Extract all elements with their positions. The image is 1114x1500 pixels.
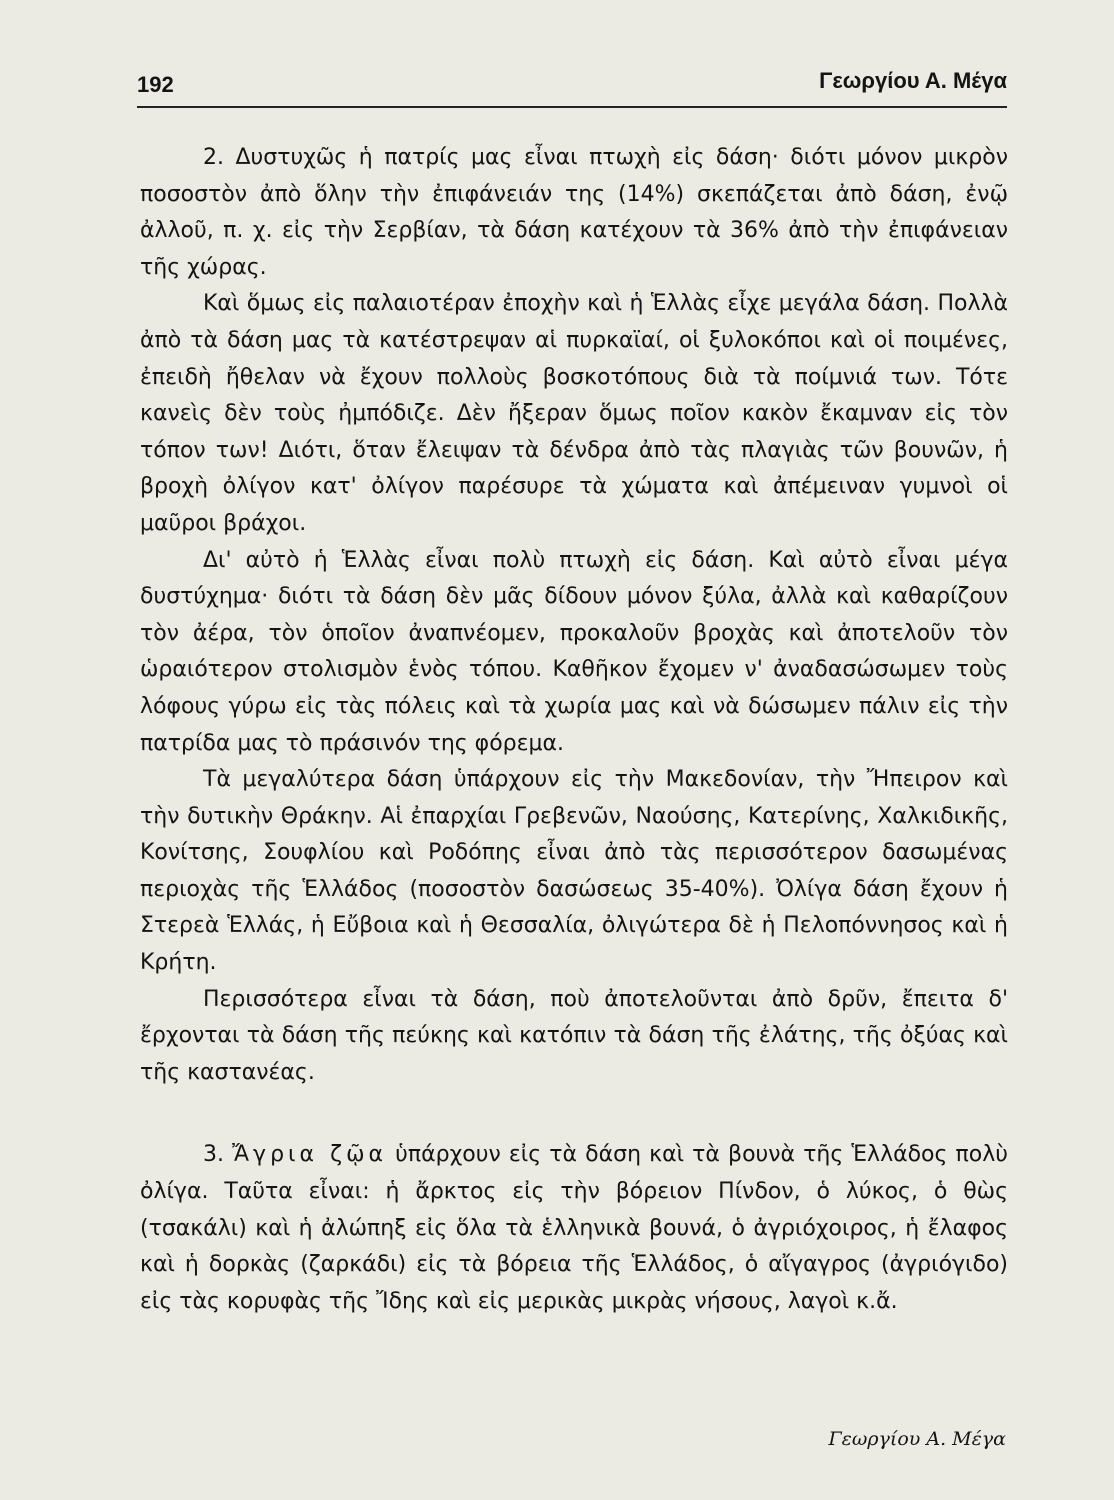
section-gap [140,1091,1008,1137]
running-head: Γεωργίου Α. Μέγα [819,68,1007,93]
paragraph-reforestation: Δι' αὐτὸ ἡ Ἑλλὰς εἶναι πολὺ πτωχὴ εἰς δάση. Καὶ αὐτὸ εἶναι μέγα δυστύχημα· διότι τὰ δάση δὲν μᾶς δίδουν μόνον ξύλα, ἀλλὰ καὶ καθαρίζουν τὸν ἀέρα, τὸν ὁποῖον ἀναπνέομεν, προκαλοῦν βροχὰς καὶ ἀποτελοῦν τὸν ὡραιότερον στολισμὸν ἑνὸς τόπου. Καθῆκον ἔχομεν ν' ἀναδασώσωμεν τοὺς λόφους γύρω εἰς τὰς πόλεις καὶ τὰ χωρία μας καὶ νὰ δώσωμεν πάλιν εἰς τὴν πατρίδα μας τὸ πράσινόν της φόρεμα. [140,547,1008,756]
section-text: ὑπάρχουν εἰς τὰ δάση καὶ τὰ βουνὰ τῆς Ἑλλάδος πολὺ ὀλίγα. Ταῦτα εἶναι: ἡ ἄρκτος εἰς τὴν βόρειον Πίνδον, ὁ λύκος, ὁ θὼς (τσακάλι) καὶ ἡ ἀλώπηξ εἰς ὅλα τὰ ἑλληνικὰ βουνά, ὁ ἀγριόχοιρος, ἡ ἔλαφος καὶ ἡ δορκὰς (ζαρκάδι) εἰς τὰ βόρεια τῆς Ἑλλάδος, ὁ αἴγαγρος (ἀγριόγιδο) εἰς τὰς κορυφὰς τῆς Ἴδης καὶ εἰς μερικὰς μικρὰς νήσους, λαγοὶ κ.ἄ. [140,1142,1009,1314]
paragraph-forest-regions: Τὰ μεγαλύτερα δάση ὑπάρχουν εἰς τὴν Μακεδονίαν, τὴν Ἤπειρον καὶ τὴν δυτικὴν Θράκην. Αἱ ἐπαρχίαι Γρεβενῶν, Ναούσης, Κατερίνης, Χαλκιδικῆς, Κονίτσης, Σουφλίου καὶ Ροδόπης εἶναι ἀπὸ τὰς περισσότερον δασωμένας περιοχὰς τῆς Ἑλλάδος (ποσοστὸν δασώσεως 35-40%). Ὀλίγα δάση ἔχουν ἡ Στερεὰ Ἑλλάς, ἡ Εὔβοια καὶ ἡ Θεσσαλία, ὀλιγώτερα δὲ ἡ Πελοπόννησος καὶ ἡ Κρήτη. [140,767,1008,976]
paragraph-forest-destruction: Καὶ ὅμως εἰς παλαιοτέραν ἐποχὴν καὶ ἡ Ἑλλὰς εἶχε μεγάλα δάση. Πολλὰ ἀπὸ τὰ δάση μας τὰ κατέστρεψαν αἱ πυρκαϊαί, οἱ ξυλοκόποι καὶ οἱ ποιμένες, ἐπειδὴ ἤθελαν νὰ ἔχουν πολλοὺς βοσκοτόπους διὰ τὰ ποίμνιά των. Τότε κανεὶς δὲν τοὺς ἠμπόδιζε. Δὲν ἤξεραν ὅμως ποῖον κακὸν ἔκαμναν εἰς τὸν τόπον των! Διότι, ὅταν ἔλειψαν τὰ δένδρα ἀπὸ τὰς πλαγιὰς τῶν βουνῶν, ἡ βροχὴ ὀλίγον κατ' ὀλίγον παρέσυρε τὰ χώματα καὶ ἀπέμειναν γυμνοὶ οἱ μαῦροι βράχοι. [140,291,1008,536]
author-signature: Γεωργίου Α. Μέγα [828,1428,1006,1450]
page-number: 192 [137,72,174,97]
paragraph-forest-poverty: 2. Δυστυχῶς ἡ πατρίς μας εἶναι πτωχὴ εἰς δάση· διότι μόνον μικρὸν ποσοστὸν ἀπὸ ὅλην τὴν ἐπιφάνειάν της (14%) σκεπάζεται ἀπὸ δάση, ἐνῷ ἀλλοῦ, π. χ. εἰς τὴν Σερβίαν, τὰ δάση κατέχουν τὰ 36% ἀπὸ τὴν ἐπιφάνειαν τῆς χώρας. [140,145,1008,280]
page-header [137,60,1007,108]
body-text [140,140,1008,1320]
paragraph-tree-types: Περισσότερα εἶναι τὰ δάση, ποὺ ἀποτελοῦνται ἀπὸ δρῦν, ἔπειτα δ' ἔρχονται τὰ δάση τῆς πεύκης καὶ κατόπιν τὰ δάση τῆς ἐλάτης, τῆς ὀξύας καὶ τῆς καστανέας. [140,986,1008,1085]
section-emphasis: Ἄγρια ζῷα [232,1142,388,1168]
paragraph-wild-animals [140,1137,1008,1320]
section-number: 3. [203,1142,224,1168]
